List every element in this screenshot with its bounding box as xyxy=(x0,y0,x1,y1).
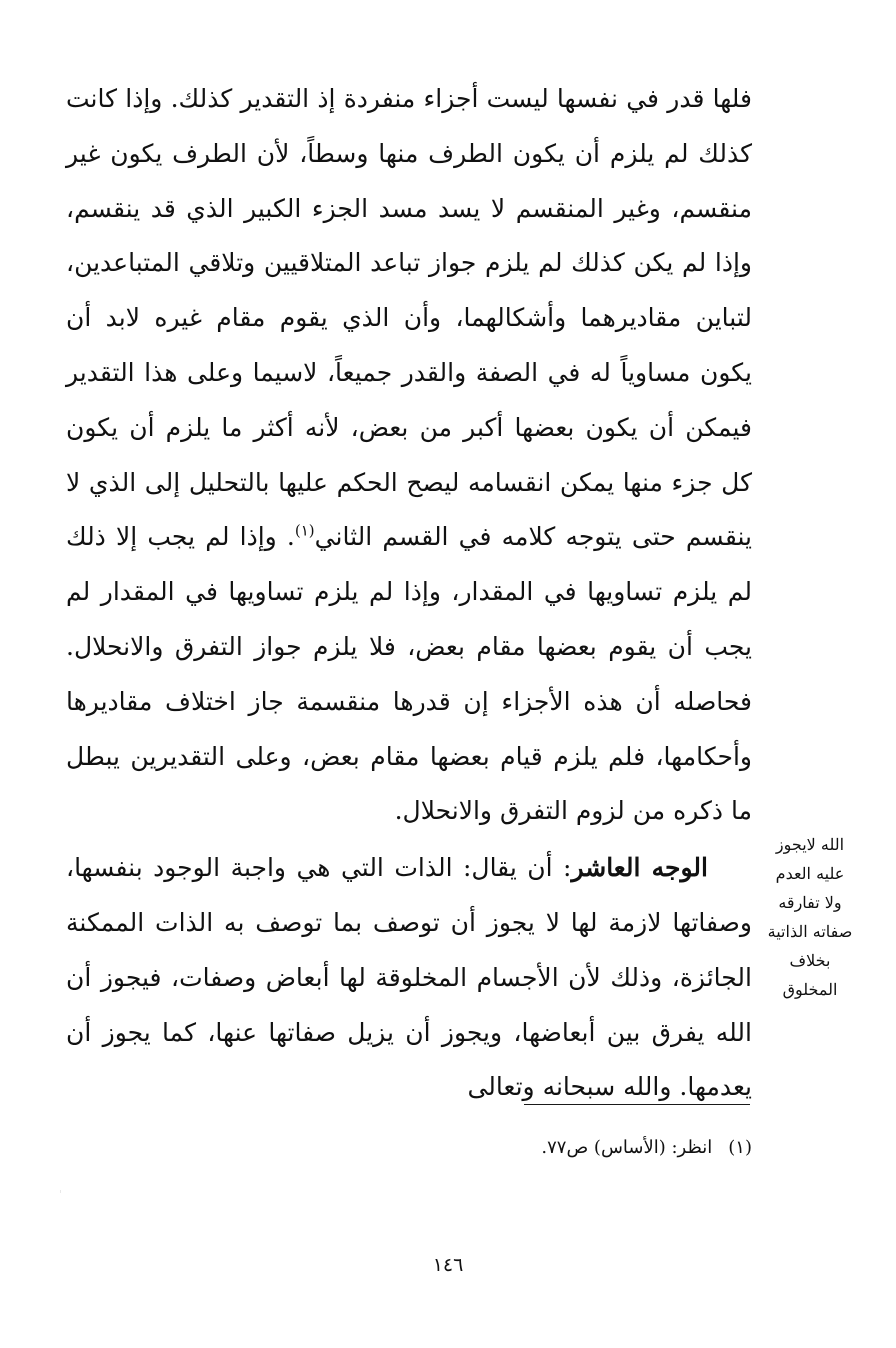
paragraph-one xyxy=(66,72,752,839)
footnote-reference[interactable]: (١) xyxy=(294,522,315,541)
footnote xyxy=(300,1134,752,1162)
paragraph-two xyxy=(66,841,752,1115)
footnote-divider xyxy=(524,1104,750,1105)
page-number: ١٤٦ xyxy=(432,1254,464,1276)
margin-note-line: بخلاف xyxy=(789,951,831,970)
margin-note-line: المخلوق xyxy=(782,980,838,999)
scan-mark xyxy=(60,1190,61,1193)
margin-note-line: صفاته الذاتية xyxy=(767,922,853,941)
margin-note-line: ولا تفارقه xyxy=(778,893,842,912)
margin-note-line: الله لايجوز xyxy=(775,835,845,854)
paragraph-one-continuation: . وإذا لم يجب إلا ذلك لم يلزم تساويها في المقدار، وإذا لم يلزم تساويها في المقدار لم يجب أن يقوم بعضها مقام بعض، فلا يلزم جواز التفرق والانحلال. فحاصله أن هذه الأجزاء إن قدرها منقسمة جاز اختلاف مقاديرها وأحكامها، فلم يلزم قيام بعضها مقام بعض، وعلى التقديرين يبطل ما ذكره من لزوم التفرق والانحلال. xyxy=(66,522,752,826)
section-heading-tenth-aspect: الوجه العاشر xyxy=(571,853,708,883)
paragraph-one-text: فلها قدر في نفسها ليست أجزاء منفردة إذ التقدير كذلك. وإذا كانت كذلك لم يلزم أن يكون الطرف منها وسطاً، لأن الطرف يكون غير منقسم، وغير المنقسم لا يسد مسد الجزء الكبير الذي قد ينقسم، وإذا لم يكن كذلك لم يلزم جواز تباعد المتلاقيين وتلاقي المتباعدين، لتباين مقاديرهما وأشكالهما، وأن الذي يقوم مقام غيره لابد أن يكون مساوياً له في الصفة والقدر جميعاً، لاسيما وعلى هذا التقدير فيمكن أن يكون بعضها أكبر من بعض، لأنه أكثر ما يلزم أن يكون كل جزء منها يمكن انقسامه ليصح الحكم عليها بالتحليل إلى الذي لا ينقسم حتى يتوجه كلامه في القسم الثاني xyxy=(66,84,753,552)
footnote-text: انظر: (الأساس) ص٧٧. xyxy=(541,1137,713,1158)
main-text-block xyxy=(66,72,752,1115)
footnote-number: (١) xyxy=(728,1137,752,1158)
margin-note xyxy=(762,830,858,1004)
paragraph-two-text: : أن يقال: الذات التي هي واجبة الوجود بنفسها، وصفاتها لازمة لها لا يجوز أن توصف بما توصف به الذات الممكنة الجائزة، وذلك لأن الأجسام المخلوقة لها أبعاض وصفات، فيجوز أن الله يفرق بين أبعاضها، ويجوز أن يزيل صفاتها عنها، كما يجوز أن يعدمها. والله سبحانه وتعالى xyxy=(66,853,752,1102)
margin-note-line: عليه العدم xyxy=(775,864,845,883)
